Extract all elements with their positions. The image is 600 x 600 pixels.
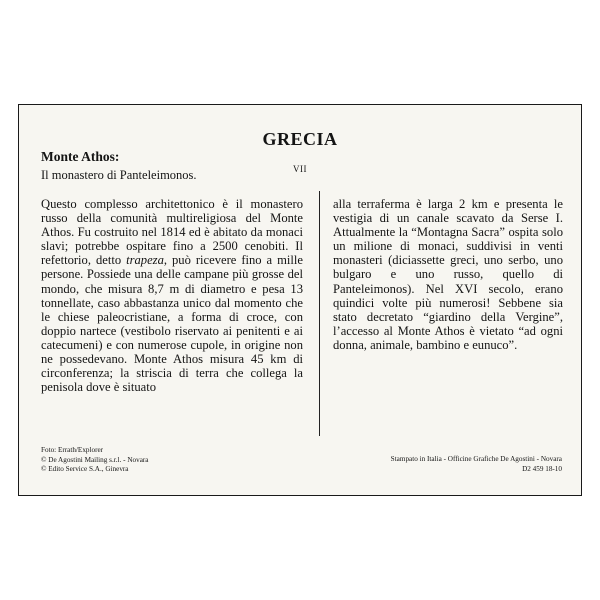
left-text-part2: , può ricevere fino a mille persone. Possiede una delle campane più grosse del mondo, che misura 8,7 m di diametro e pesa 13 tonnellate, caso abbastanza unico dal momento che le chiese paleocristiane, a forma di croce, con doppio nartece (vestibolo riservato ai penitenti e ai catecumeni) e con numerose cupole, in origine non ne possedevano. Monte Athos misura 45 km di circonferenza; la striscia di terra che collega la penisola dove è situato xyxy=(41,253,303,395)
left-text-emphasis: trapeza xyxy=(126,253,164,268)
credits-right xyxy=(391,455,562,474)
printer-credit: Stampato in Italia - Officine Grafiche De Agostini - Novara xyxy=(390,455,562,463)
text-column-right xyxy=(333,197,563,352)
card-code: D2 459 18-10 xyxy=(522,464,562,473)
left-text-part1: Questo complesso architettonico è il monastero russo della comunità multireligiosa del Monte Athos. Fu costruito nel 1814 ed è abitato da monaci slavi; potrebbe ospitare fino a 2500 cenobiti. Il refettorio, detto xyxy=(41,197,303,268)
card-heading: Monte Athos: xyxy=(41,149,120,164)
column-divider xyxy=(319,191,320,436)
text-column-left xyxy=(41,197,303,394)
right-paragraph: alla terraferma è larga 2 km e presenta le vestigia di un canale scavato da Serse I. Attualmente la “Montagna Sacra” ospita solo un milione di monaci, suddivisi in venti monasteri (diciassette greci, uno serbo, uno bulgaro e uno russo, quello di Panteleimonos). Nel XVI secolo, erano quindici volte più numerosi! Sebbene sia stato decretato “giardino della Vergine”, l’accesso al Monte Athos è vietato “ad ogni donna, animale, bambino e eunuco”. xyxy=(333,197,563,352)
credits-left xyxy=(41,446,148,475)
card-title: GRECIA xyxy=(262,129,338,149)
copyright-line-1: © De Agostini Mailing s.r.l. - Novara xyxy=(41,455,149,464)
copyright-line-2: © Edito Service S.A., Ginevra xyxy=(41,465,129,474)
card-number: VII xyxy=(293,164,307,174)
left-paragraph xyxy=(41,197,303,394)
card-subheading: Il monastero di Panteleimonos. xyxy=(41,168,197,182)
photo-credit: Foto: Errath/Explorer xyxy=(41,446,104,454)
postcard-back xyxy=(18,104,582,496)
